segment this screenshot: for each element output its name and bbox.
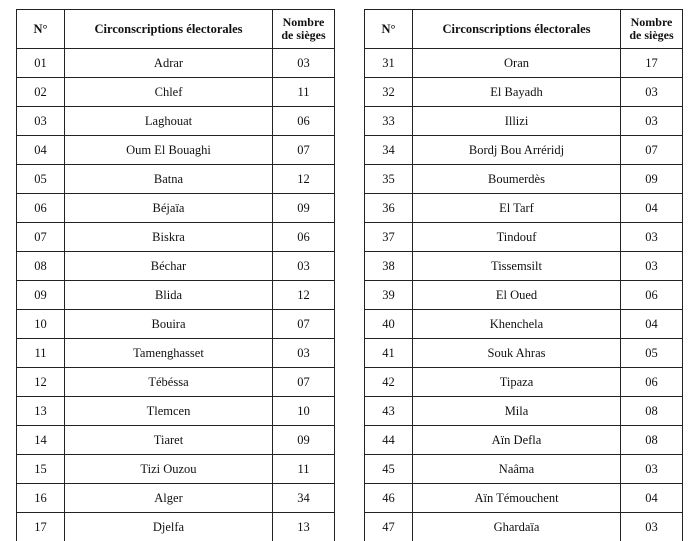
cell-constituency: Khenchela [413,310,621,339]
cell-constituency: Ghardaïa [413,513,621,541]
cell-seats: 04 [621,310,683,339]
cell-seats: 06 [621,281,683,310]
cell-number: 34 [365,136,413,165]
cell-seats: 03 [273,49,335,78]
cell-seats: 07 [273,368,335,397]
cell-seats: 03 [621,223,683,252]
cell-number: 45 [365,455,413,484]
table-row [17,310,335,339]
header-constituency: Circonscriptions électorales [413,10,621,49]
table-row [365,484,683,513]
cell-constituency: Naâma [413,455,621,484]
cell-seats: 07 [273,310,335,339]
cell-constituency: Illizi [413,107,621,136]
cell-number: 46 [365,484,413,513]
cell-number: 03 [17,107,65,136]
header-seats-line1: Nombre [283,15,325,29]
cell-seats: 06 [273,223,335,252]
cell-constituency: Boumerdès [413,165,621,194]
cell-seats: 04 [621,194,683,223]
cell-seats: 06 [621,368,683,397]
cell-number: 11 [17,339,65,368]
cell-seats: 05 [621,339,683,368]
table-row [17,252,335,281]
table-row [365,223,683,252]
cell-constituency: Aïn Defla [413,426,621,455]
cell-number: 47 [365,513,413,541]
table-row [365,426,683,455]
table-row [17,78,335,107]
cell-seats: 08 [621,397,683,426]
cell-constituency: Adrar [65,49,273,78]
cell-constituency: Souk Ahras [413,339,621,368]
cell-constituency: Tébéssa [65,368,273,397]
table-row [17,165,335,194]
cell-constituency: Tizi Ouzou [65,455,273,484]
table-header-row [17,10,335,49]
table-body-left [17,49,335,541]
cell-seats: 08 [621,426,683,455]
cell-number: 15 [17,455,65,484]
cell-number: 10 [17,310,65,339]
table-body-right [365,49,683,541]
cell-seats: 07 [273,136,335,165]
cell-number: 16 [17,484,65,513]
header-number: N° [365,10,413,49]
cell-seats: 07 [621,136,683,165]
table-row [365,513,683,541]
cell-constituency: Djelfa [65,513,273,541]
table-row [17,426,335,455]
table-row [365,49,683,78]
cell-number: 31 [365,49,413,78]
cell-constituency: Tlemcen [65,397,273,426]
cell-number: 14 [17,426,65,455]
table-row [17,194,335,223]
cell-number: 35 [365,165,413,194]
cell-number: 06 [17,194,65,223]
cell-seats: 11 [273,455,335,484]
cell-seats: 03 [621,252,683,281]
cell-number: 41 [365,339,413,368]
cell-constituency: Béchar [65,252,273,281]
table-row [17,484,335,513]
table-row [17,223,335,252]
cell-number: 13 [17,397,65,426]
table-row [17,339,335,368]
cell-constituency: Bordj Bou Arréridj [413,136,621,165]
header-seats-line2: de sièges [281,28,325,42]
cell-seats: 09 [621,165,683,194]
cell-constituency: Béjaïa [65,194,273,223]
cell-number: 44 [365,426,413,455]
cell-seats: 17 [621,49,683,78]
table-row [17,136,335,165]
cell-number: 37 [365,223,413,252]
cell-constituency: El Oued [413,281,621,310]
header-constituency: Circonscriptions électorales [65,10,273,49]
cell-constituency: Aïn Témouchent [413,484,621,513]
cell-constituency: Oran [413,49,621,78]
cell-seats: 03 [273,252,335,281]
table-row [365,107,683,136]
table-row [365,397,683,426]
cell-constituency: Biskra [65,223,273,252]
cell-constituency: Chlef [65,78,273,107]
cell-constituency: Tamenghasset [65,339,273,368]
cell-number: 40 [365,310,413,339]
cell-number: 05 [17,165,65,194]
table-row [17,397,335,426]
table-row [365,310,683,339]
cell-number: 01 [17,49,65,78]
cell-seats: 34 [273,484,335,513]
cell-number: 39 [365,281,413,310]
table-row [365,136,683,165]
cell-number: 04 [17,136,65,165]
cell-constituency: Tissemsilt [413,252,621,281]
cell-number: 08 [17,252,65,281]
header-number: N° [17,10,65,49]
cell-seats: 03 [621,78,683,107]
cell-constituency: Alger [65,484,273,513]
table-row [365,78,683,107]
cell-number: 38 [365,252,413,281]
cell-seats: 03 [273,339,335,368]
cell-number: 07 [17,223,65,252]
table-row [365,339,683,368]
cell-constituency: Mila [413,397,621,426]
cell-seats: 11 [273,78,335,107]
cell-number: 32 [365,78,413,107]
table-row [365,194,683,223]
cell-constituency: Bouira [65,310,273,339]
cell-constituency: Tipaza [413,368,621,397]
header-seats-line1: Nombre [631,15,673,29]
cell-constituency: Oum El Bouaghi [65,136,273,165]
cell-constituency: El Bayadh [413,78,621,107]
cell-seats: 12 [273,281,335,310]
table-row [365,252,683,281]
cell-seats: 03 [621,107,683,136]
cell-seats: 03 [621,455,683,484]
cell-number: 33 [365,107,413,136]
table-row [17,49,335,78]
cell-seats: 13 [273,513,335,541]
cell-seats: 03 [621,513,683,541]
cell-seats: 06 [273,107,335,136]
cell-constituency: Batna [65,165,273,194]
cell-number: 09 [17,281,65,310]
constituencies-table-left [16,9,335,541]
cell-number: 12 [17,368,65,397]
table-row [17,107,335,136]
cell-number: 02 [17,78,65,107]
header-seats [621,10,683,49]
cell-seats: 12 [273,165,335,194]
cell-number: 36 [365,194,413,223]
table-row [365,368,683,397]
table-row [17,281,335,310]
table-row [365,455,683,484]
cell-number: 43 [365,397,413,426]
cell-constituency: Blida [65,281,273,310]
table-row [365,281,683,310]
cell-seats: 10 [273,397,335,426]
header-seats-line2: de sièges [629,28,673,42]
cell-constituency: Tiaret [65,426,273,455]
cell-constituency: El Tarf [413,194,621,223]
table-row [365,165,683,194]
cell-number: 17 [17,513,65,541]
cell-number: 42 [365,368,413,397]
cell-seats: 09 [273,194,335,223]
table-row [17,455,335,484]
table-header-row [365,10,683,49]
table-row [17,368,335,397]
cell-seats: 09 [273,426,335,455]
table-row [17,513,335,541]
constituencies-table-right [364,9,683,541]
cell-constituency: Tindouf [413,223,621,252]
cell-constituency: Laghouat [65,107,273,136]
header-seats [273,10,335,49]
cell-seats: 04 [621,484,683,513]
